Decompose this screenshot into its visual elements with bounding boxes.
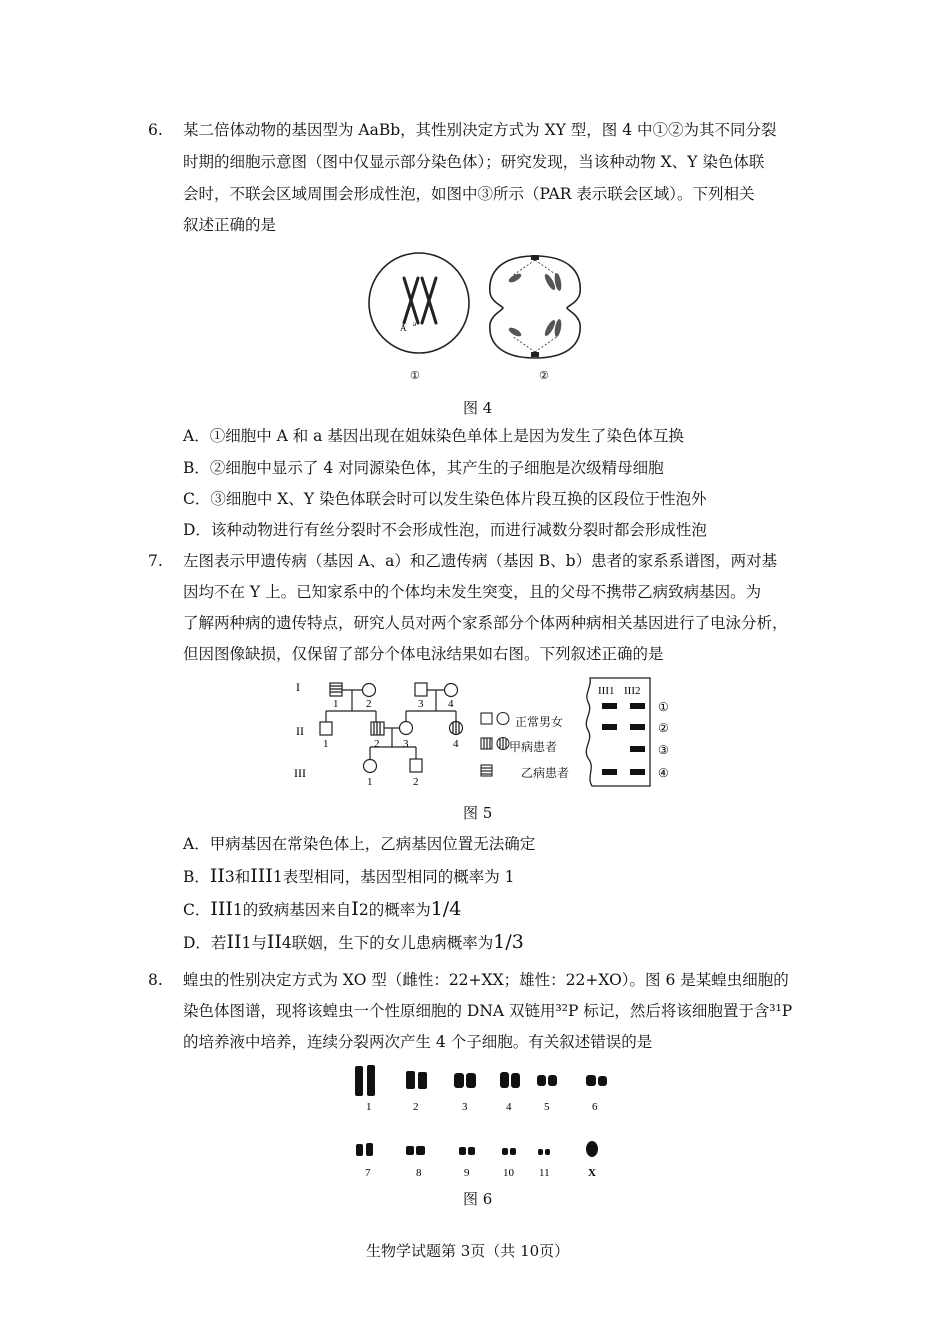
q6-option-a: A．①细胞中 A 和 a 基因出现在姐妹染色单体上是因为发生了染色体互换 (183, 427, 684, 445)
cell-2-label: ② (539, 370, 549, 382)
karyotype-label-10: 10 (503, 1167, 514, 1179)
karyotype-label-5: 5 (544, 1101, 550, 1113)
karyotype-label-x: X (588, 1167, 596, 1179)
q7-line-2: 因均不在 Y 上。已知家系中的个体均未发生突变，且的父母不携带乙病致病基因。为 (183, 583, 762, 601)
q6-number: 6. (148, 121, 163, 139)
I3-label: 3 (418, 698, 424, 710)
karyotype-label-4: 4 (506, 1101, 512, 1113)
q6-option-c: C．③细胞中 X、Y 染色体联会时可以发生染色体片段互换的区段位于性泡外 (183, 490, 707, 508)
karyotype-label-9: 9 (464, 1167, 470, 1179)
gel-lane-III2: III2 (624, 685, 641, 697)
legend-normal: 正常男女 (515, 715, 564, 729)
III2-label: 2 (413, 776, 419, 788)
q7-option-a: A．甲病基因在常染色体上，乙病基因位置无法确定 (183, 835, 536, 853)
q6-line-3: 会时，不联会区域周围会形成性泡，如图中③所示（PAR 表示联会区域）。下列相关 (183, 185, 755, 203)
II4-label: 4 (453, 738, 459, 750)
q8-line-1: 蝗虫的性别决定方式为 XO 型（雌性：22+XX；雄性：22+XO）。图 6 是某蝗虫细胞的 (183, 971, 789, 989)
band-3-label: ③ (658, 743, 669, 757)
karyotype-label-6: 6 (592, 1101, 598, 1113)
figure-5-caption: 图 5 (463, 804, 493, 822)
II2-label: 2 (374, 738, 380, 750)
q8-line-2: 染色体图谱，现将该蝗虫一个性原细胞的 DNA 双链用³²P 标记，然后将该细胞置于含³¹P (183, 1002, 793, 1020)
karyotype-label-11: 11 (539, 1167, 550, 1179)
q7-line-1: 左图表示甲遗传病（基因 A、a）和乙遗传病（基因 B、b）患者的家系系谱图，两对基 (183, 552, 778, 570)
q7-number: 7. (148, 552, 163, 570)
generation-II-label: II (296, 724, 304, 738)
gene-a-label: a (413, 320, 417, 328)
karyotype-label-8: 8 (416, 1167, 422, 1179)
II1-label: 1 (323, 738, 329, 750)
band-2-label: ② (658, 721, 669, 735)
figure-4-caption: 图 4 (463, 399, 493, 417)
legend-disease-b: 乙病患者 (521, 766, 570, 780)
I2-label: 2 (366, 698, 372, 710)
gene-A-label: A (400, 323, 407, 333)
karyotype-figure (340, 1060, 620, 1182)
q7-option-b: B．II3和III1表型相同，基因型相同的概率为 1 (183, 865, 515, 887)
q6-line-1: 某二倍体动物的基因型为 AaBb，其性别决定方式为 XY 型，图 4 中①②为其不同分裂 (183, 121, 777, 139)
page-footer: 生物学试题第 3页（共 10页） (366, 1242, 570, 1260)
cell-1-label: ① (410, 370, 420, 382)
q6-option-d: D．该种动物进行有丝分裂时不会形成性泡，而进行减数分裂时都会形成性泡 (183, 521, 707, 539)
q6-line-4: 叙述正确的是 (183, 216, 277, 234)
karyotype-label-3: 3 (462, 1101, 468, 1113)
q7-line-3: 了解两种病的遗传特点，研究人员对两个家系部分个体两种病相关基因进行了电泳分析， (183, 614, 788, 632)
q7-line-4: 但因图像缺损，仅保留了部分个体电泳结果如右图。下列叙述正确的是 (183, 645, 664, 663)
figure-4-cells (360, 248, 590, 388)
generation-III-label: III (294, 766, 306, 780)
I1-label: 1 (333, 698, 339, 710)
karyotype-label-2: 2 (413, 1101, 419, 1113)
q6-line-2: 时期的细胞示意图（图中仅显示部分染色体）；研究发现，当该种动物 X、Y 染色体联 (183, 153, 765, 171)
q7-option-c: C．III1的致病基因来自I2的概率为1/4 (183, 898, 462, 920)
pedigree-chart (290, 675, 480, 790)
q7-option-d: D．若II1与II4联姻，生下的女儿患病概率为1/3 (183, 931, 524, 953)
q8-line-3: 的培养液中培养，连续分裂两次产生 4 个子细胞。有关叙述错误的是 (183, 1033, 653, 1051)
karyotype-label-1: 1 (366, 1101, 372, 1113)
legend-disease-a: 甲病患者 (509, 740, 558, 754)
electrophoresis-gel (578, 676, 682, 788)
q8-number: 8. (148, 971, 163, 989)
II3-label: 3 (403, 738, 409, 750)
I4-label: 4 (448, 698, 454, 710)
figure-6-caption: 图 6 (463, 1190, 493, 1208)
q6-option-b: B．②细胞中显示了 4 对同源染色体，其产生的子细胞是次级精母细胞 (183, 459, 664, 477)
gel-lane-III1: III1 (598, 685, 615, 697)
generation-I-label: I (296, 680, 300, 694)
band-1-label: ① (658, 700, 669, 714)
band-4-label: ④ (658, 766, 669, 780)
karyotype-label-7: 7 (365, 1167, 371, 1179)
III1-label: 1 (367, 776, 373, 788)
